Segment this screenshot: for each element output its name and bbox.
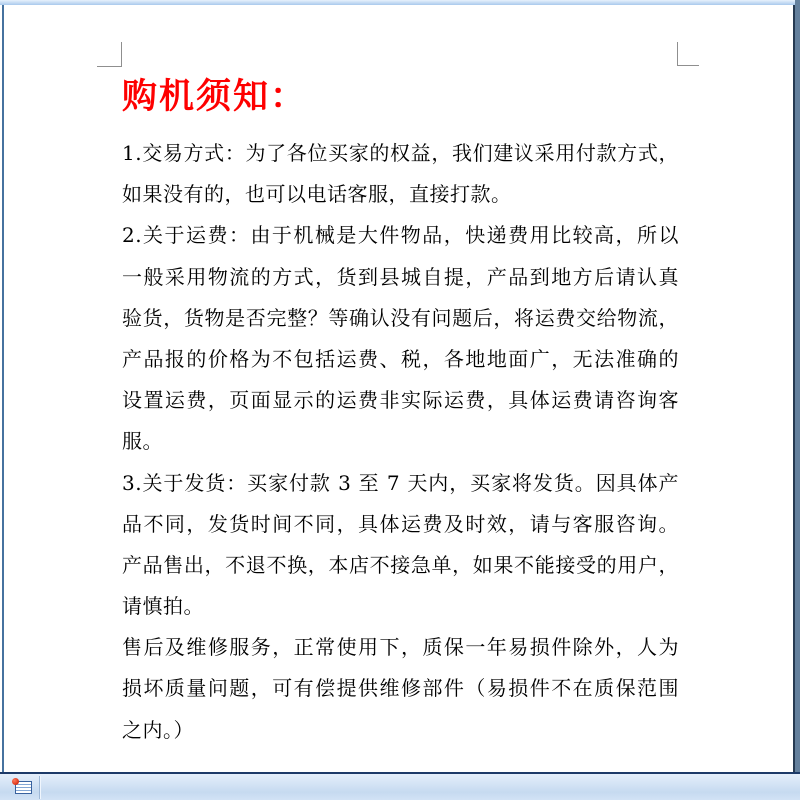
margin-corner-mark-top-right [677,42,699,66]
text-line[interactable]: 2.关于运费：由于机械是大件物品，快递费用比较高，所以 [122,223,679,248]
status-bar-separator [40,776,41,799]
text-line[interactable]: 之内。） [122,717,194,742]
text-line[interactable]: 产品售出，不退不换，本店不接急单，如果不能接受的用户， [122,552,679,577]
margin-corner-mark-top-left [97,42,122,67]
document-body[interactable] [122,133,679,751]
text-line[interactable]: 损坏质量问题，可有偿提供维修部件（易损件不在质保范围 [122,676,679,701]
document-title[interactable]: 购机须知： [122,76,308,117]
document-view-icon[interactable] [13,780,32,794]
text-line[interactable]: 一般采用物流的方式，货到县城自提，产品到地方后请认真 [122,264,679,289]
text-line[interactable]: 品不同，发货时间不同，具体运费及时效，请与客服咨询。 [122,511,679,536]
text-line[interactable]: 产品报的价格为不包括运费、税，各地地面广，无法准确的 [122,346,679,371]
red-indicator-dot [12,778,19,785]
text-line[interactable]: 设置运费，页面显示的运费非实际运费，具体运费请咨询客 [122,388,679,413]
text-line[interactable]: 验货，货物是否完整？等确认没有问题后，将运费交给物流， [122,305,679,330]
scrollbar-track-edge[interactable] [795,0,800,772]
status-bar [0,772,800,800]
text-line[interactable]: 3.关于发货：买家付款 3 至 7 天内，买家将发货。因具体产 [122,470,679,495]
text-line[interactable]: 售后及维修服务，正常使用下，质保一年易损件除外，人为 [122,635,679,660]
text-line[interactable]: 1.交易方式：为了各位买家的权益，我们建议采用付款方式， [122,141,679,165]
text-line[interactable]: 如果没有的，也可以电话客服，直接打款。 [122,182,512,207]
document-page[interactable] [4,5,793,772]
text-line[interactable]: 服。 [122,429,163,454]
text-line[interactable]: 请慎拍。 [122,594,204,619]
